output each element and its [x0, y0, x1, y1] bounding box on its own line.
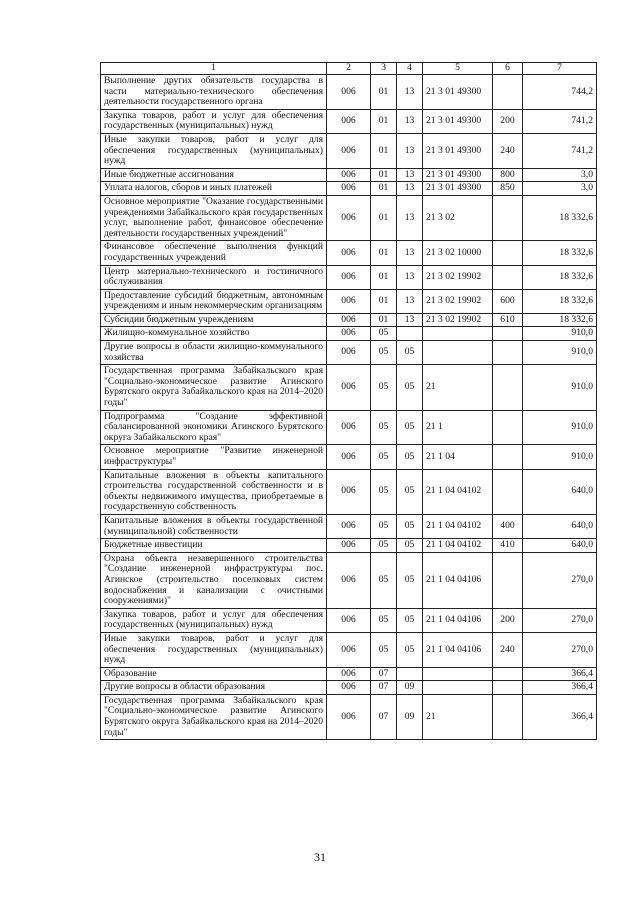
budget-table — [100, 62, 597, 740]
table-row — [101, 667, 597, 681]
row-name-cell: Закупка товаров, работ и услуг для обеспечения государственных (муниципальных) нужд — [101, 608, 327, 632]
amount-cell: 741,2 — [523, 133, 597, 168]
target-article-cell: 21 1 04 04102 — [423, 539, 493, 553]
target-article-cell — [423, 327, 493, 341]
expense-type-cell: 200 — [493, 109, 523, 133]
table-row — [101, 469, 597, 514]
amount-cell: 910,0 — [523, 365, 597, 410]
row-name-cell: Финансовое обеспечение выполнения функций государственных учреждений — [101, 241, 327, 265]
target-article-cell — [423, 667, 493, 681]
target-article-cell: 21 1 04 04102 — [423, 514, 493, 538]
section-code-cell: 05 — [371, 514, 397, 538]
target-article-cell: 21 3 02 19902 — [423, 313, 493, 327]
subsection-code-cell: 13 — [397, 241, 423, 265]
subsection-code-cell: 13 — [397, 313, 423, 327]
grbs-code-cell: 006 — [327, 632, 371, 667]
column-number: 3 — [371, 63, 397, 75]
column-number: 2 — [327, 63, 371, 75]
column-number: 5 — [423, 63, 493, 75]
target-article-cell: 21 — [423, 694, 493, 739]
target-article-cell: 21 1 04 04102 — [423, 469, 493, 514]
target-article-cell: 21 3 02 19902 — [423, 265, 493, 289]
section-code-cell: 01 — [371, 313, 397, 327]
amount-cell: 18 332,6 — [523, 241, 597, 265]
amount-cell: 366,4 — [523, 667, 597, 681]
row-name-cell: Закупка товаров, работ и услуг для обеспечения государственных (муниципальных) нужд — [101, 109, 327, 133]
expense-type-cell: 850 — [493, 182, 523, 196]
grbs-code-cell: 006 — [327, 469, 371, 514]
table-row — [101, 241, 597, 265]
section-code-cell: 05 — [371, 608, 397, 632]
grbs-code-cell: 006 — [327, 109, 371, 133]
table-row — [101, 182, 597, 196]
table-row — [101, 445, 597, 469]
table-row — [101, 313, 597, 327]
subsection-code-cell: 05 — [397, 410, 423, 445]
subsection-code-cell — [397, 667, 423, 681]
subsection-code-cell: 05 — [397, 539, 423, 553]
row-name-cell: Выполнение других обязательств государства в части материально-технического обеспечения деятельности государственного органа — [101, 75, 327, 110]
target-article-cell: 21 1 — [423, 410, 493, 445]
table-row — [101, 552, 597, 608]
expense-type-cell: 800 — [493, 168, 523, 182]
target-article-cell: 21 1 04 04106 — [423, 608, 493, 632]
section-code-cell: 05 — [371, 469, 397, 514]
table-row — [101, 681, 597, 695]
subsection-code-cell: 09 — [397, 694, 423, 739]
target-article-cell: 21 1 04 04106 — [423, 632, 493, 667]
amount-cell: 270,0 — [523, 552, 597, 608]
section-code-cell: 01 — [371, 182, 397, 196]
table-row — [101, 514, 597, 538]
expense-type-cell — [493, 445, 523, 469]
target-article-cell: 21 1 04 04106 — [423, 552, 493, 608]
subsection-code-cell: 05 — [397, 469, 423, 514]
grbs-code-cell: 006 — [327, 667, 371, 681]
column-number: 6 — [493, 63, 523, 75]
column-number: 4 — [397, 63, 423, 75]
subsection-code-cell: 05 — [397, 341, 423, 365]
table-row — [101, 168, 597, 182]
table-row — [101, 265, 597, 289]
expense-type-cell: 410 — [493, 539, 523, 553]
expense-type-cell — [493, 341, 523, 365]
subsection-code-cell: 13 — [397, 265, 423, 289]
column-number-row — [101, 63, 597, 75]
grbs-code-cell: 006 — [327, 195, 371, 240]
section-code-cell: 05 — [371, 365, 397, 410]
table-row — [101, 632, 597, 667]
grbs-code-cell: 006 — [327, 75, 371, 110]
target-article-cell — [423, 681, 493, 695]
grbs-code-cell: 006 — [327, 182, 371, 196]
grbs-code-cell: 006 — [327, 327, 371, 341]
table-row — [101, 694, 597, 739]
grbs-code-cell: 006 — [327, 694, 371, 739]
subsection-code-cell: 13 — [397, 168, 423, 182]
expense-type-cell — [493, 241, 523, 265]
section-code-cell: 05 — [371, 341, 397, 365]
expense-type-cell — [493, 327, 523, 341]
expense-type-cell — [493, 681, 523, 695]
grbs-code-cell: 006 — [327, 241, 371, 265]
table-row — [101, 341, 597, 365]
row-name-cell: Бюджетные инвестиции — [101, 539, 327, 553]
expense-type-cell — [493, 365, 523, 410]
table-row — [101, 75, 597, 110]
amount-cell: 3,0 — [523, 168, 597, 182]
grbs-code-cell: 006 — [327, 265, 371, 289]
target-article-cell: 21 3 02 19902 — [423, 289, 493, 313]
grbs-code-cell: 006 — [327, 289, 371, 313]
amount-cell: 18 332,6 — [523, 195, 597, 240]
amount-cell: 640,0 — [523, 514, 597, 538]
subsection-code-cell: 13 — [397, 109, 423, 133]
table-body — [101, 63, 597, 740]
row-name-cell: Основное мероприятие "Оказание государственными учреждениями Забайкальского края государственных услуг, выполнение работ, финансовое обеспечение деятельности государственных учреждений" — [101, 195, 327, 240]
expense-type-cell: 400 — [493, 514, 523, 538]
row-name-cell: Другие вопросы в области жилищно-коммунального хозяйства — [101, 341, 327, 365]
amount-cell: 366,4 — [523, 694, 597, 739]
target-article-cell: 21 3 02 10000 — [423, 241, 493, 265]
target-article-cell: 21 3 01 49300 — [423, 75, 493, 110]
section-code-cell: 01 — [371, 265, 397, 289]
grbs-code-cell: 006 — [327, 681, 371, 695]
expense-type-cell — [493, 552, 523, 608]
table-row — [101, 327, 597, 341]
amount-cell: 366,4 — [523, 681, 597, 695]
table-row — [101, 133, 597, 168]
target-article-cell: 21 3 01 49300 — [423, 109, 493, 133]
section-code-cell: 01 — [371, 241, 397, 265]
grbs-code-cell: 006 — [327, 341, 371, 365]
section-code-cell: 05 — [371, 327, 397, 341]
expense-type-cell: 240 — [493, 632, 523, 667]
expense-type-cell — [493, 195, 523, 240]
row-name-cell: Другие вопросы в области образования — [101, 681, 327, 695]
row-name-cell: Подпрограмма "Создание эффективной сбалансированной экономики Агинского Бурятского округа Забайкальского края" — [101, 410, 327, 445]
grbs-code-cell: 006 — [327, 365, 371, 410]
subsection-code-cell — [397, 327, 423, 341]
section-code-cell: 01 — [371, 109, 397, 133]
section-code-cell: 05 — [371, 539, 397, 553]
amount-cell: 640,0 — [523, 539, 597, 553]
expense-type-cell — [493, 410, 523, 445]
section-code-cell: 05 — [371, 552, 397, 608]
amount-cell: 640,0 — [523, 469, 597, 514]
row-name-cell: Капитальные вложения в объекты капитального строительства государственной собственности и в объекты недвижимого имущества, приобретаемые в государственную собственность — [101, 469, 327, 514]
subsection-code-cell: 05 — [397, 445, 423, 469]
subsection-code-cell: 09 — [397, 681, 423, 695]
section-code-cell: 05 — [371, 632, 397, 667]
row-name-cell: Основное мероприятие "Развитие инженерной инфраструктуры" — [101, 445, 327, 469]
section-code-cell: 07 — [371, 667, 397, 681]
section-code-cell: 01 — [371, 75, 397, 110]
expense-type-cell: 240 — [493, 133, 523, 168]
expense-type-cell — [493, 667, 523, 681]
row-name-cell: Центр материально-технического и гостиничного обслуживания — [101, 265, 327, 289]
row-name-cell: Иные закупки товаров, работ и услуг для обеспечения государственных (муниципальных) нужд — [101, 632, 327, 667]
subsection-code-cell: 05 — [397, 365, 423, 410]
amount-cell: 910,0 — [523, 410, 597, 445]
row-name-cell: Государственная программа Забайкальского края "Социально-экономическое развитие Агинского Бурятского округа Забайкальского края на 2014–2020 годы" — [101, 365, 327, 410]
section-code-cell: 01 — [371, 133, 397, 168]
amount-cell: 18 332,6 — [523, 313, 597, 327]
grbs-code-cell: 006 — [327, 133, 371, 168]
table-row — [101, 410, 597, 445]
row-name-cell: Уплата налогов, сборов и иных платежей — [101, 182, 327, 196]
grbs-code-cell: 006 — [327, 445, 371, 469]
amount-cell: 741,2 — [523, 109, 597, 133]
expense-type-cell: 600 — [493, 289, 523, 313]
section-code-cell: 07 — [371, 681, 397, 695]
subsection-code-cell: 13 — [397, 182, 423, 196]
grbs-code-cell: 006 — [327, 313, 371, 327]
target-article-cell: 21 — [423, 365, 493, 410]
subsection-code-cell: 13 — [397, 289, 423, 313]
row-name-cell: Охрана объекта незавершенного строительства "Создание инженерной инфраструктуры пос. Агинское (строительство поселковых систем водоснабжения и канализации с очистными сооружениями)" — [101, 552, 327, 608]
row-name-cell: Капитальные вложения в объекты государственной (муниципальной) собственности — [101, 514, 327, 538]
section-code-cell: 07 — [371, 694, 397, 739]
grbs-code-cell: 006 — [327, 539, 371, 553]
target-article-cell: 21 3 01 49300 — [423, 133, 493, 168]
amount-cell: 18 332,6 — [523, 289, 597, 313]
page-number: 31 — [314, 850, 326, 864]
table-row — [101, 539, 597, 553]
row-name-cell: Государственная программа Забайкальского края "Социально-экономическое развитие Агинского Бурятского округа Забайкальского края на 2014–2020 годы" — [101, 694, 327, 739]
section-code-cell: 05 — [371, 410, 397, 445]
amount-cell: 3,0 — [523, 182, 597, 196]
grbs-code-cell: 006 — [327, 168, 371, 182]
expense-type-cell: 610 — [493, 313, 523, 327]
grbs-code-cell: 006 — [327, 608, 371, 632]
subsection-code-cell: 13 — [397, 195, 423, 240]
subsection-code-cell: 13 — [397, 133, 423, 168]
amount-cell: 18 332,6 — [523, 265, 597, 289]
subsection-code-cell: 05 — [397, 552, 423, 608]
expense-type-cell — [493, 469, 523, 514]
target-article-cell: 21 3 02 — [423, 195, 493, 240]
target-article-cell: 21 3 01 49300 — [423, 168, 493, 182]
expense-type-cell — [493, 75, 523, 110]
table-row — [101, 109, 597, 133]
amount-cell: 910,0 — [523, 327, 597, 341]
section-code-cell: 01 — [371, 195, 397, 240]
row-name-cell: Иные бюджетные ассигнования — [101, 168, 327, 182]
column-number: 7 — [523, 63, 597, 75]
section-code-cell: 01 — [371, 289, 397, 313]
row-name-cell: Субсидии бюджетным учреждениям — [101, 313, 327, 327]
target-article-cell: 21 1 04 — [423, 445, 493, 469]
amount-cell: 270,0 — [523, 608, 597, 632]
subsection-code-cell: 05 — [397, 608, 423, 632]
section-code-cell: 01 — [371, 168, 397, 182]
row-name-cell: Жилищно-коммунальное хозяйство — [101, 327, 327, 341]
row-name-cell: Образование — [101, 667, 327, 681]
target-article-cell: 21 3 01 49300 — [423, 182, 493, 196]
row-name-cell: Предоставление субсидий бюджетным, автономным учреждениям и иным некоммерческим организациям — [101, 289, 327, 313]
grbs-code-cell: 006 — [327, 552, 371, 608]
amount-cell: 910,0 — [523, 445, 597, 469]
section-code-cell: 05 — [371, 445, 397, 469]
table-row — [101, 289, 597, 313]
target-article-cell — [423, 341, 493, 365]
subsection-code-cell: 05 — [397, 514, 423, 538]
table-row — [101, 608, 597, 632]
row-name-cell: Иные закупки товаров, работ и услуг для обеспечения государственных (муниципальных) нужд — [101, 133, 327, 168]
amount-cell: 270,0 — [523, 632, 597, 667]
expense-type-cell — [493, 694, 523, 739]
expense-type-cell: 200 — [493, 608, 523, 632]
subsection-code-cell: 05 — [397, 632, 423, 667]
grbs-code-cell: 006 — [327, 410, 371, 445]
table-row — [101, 195, 597, 240]
column-number: 1 — [101, 63, 327, 75]
grbs-code-cell: 006 — [327, 514, 371, 538]
table-row — [101, 365, 597, 410]
expense-type-cell — [493, 265, 523, 289]
subsection-code-cell: 13 — [397, 75, 423, 110]
amount-cell: 744,2 — [523, 75, 597, 110]
amount-cell: 910,0 — [523, 341, 597, 365]
